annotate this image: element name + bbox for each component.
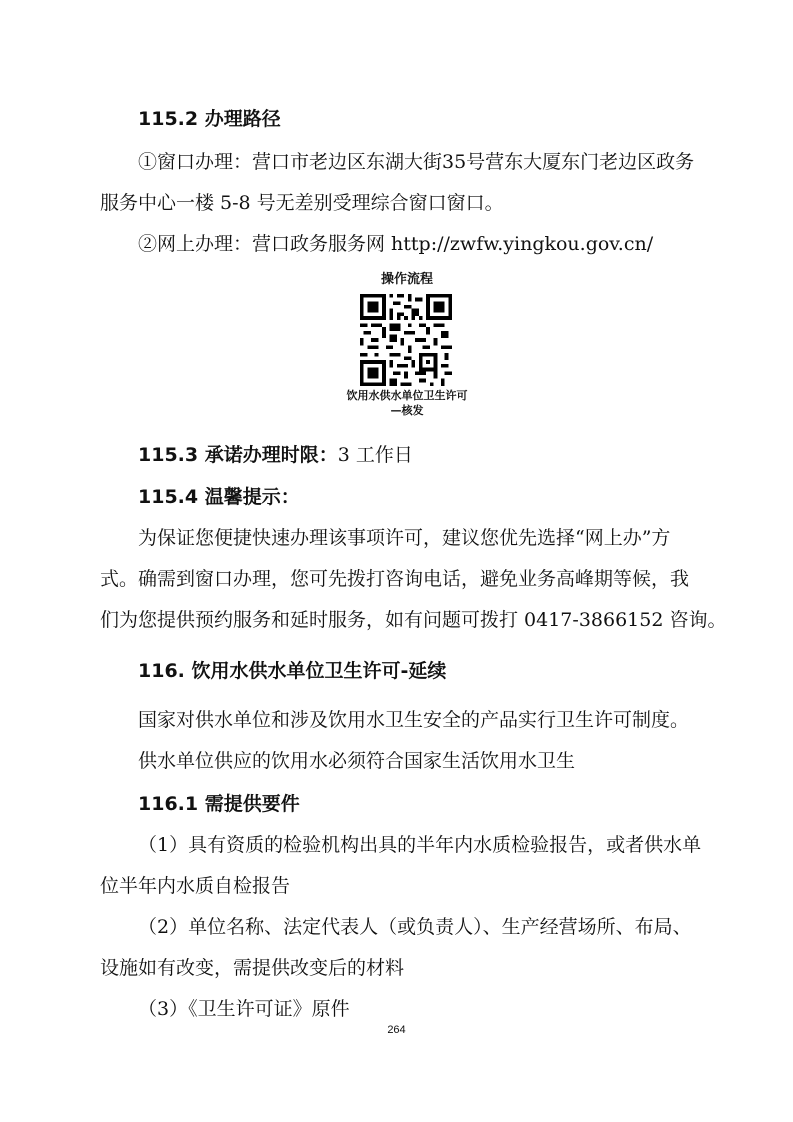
- qr-title: 操作流程: [380, 272, 433, 287]
- intro-line1: 国家对供水单位和涉及饮用水卫生安全的产品实行卫生许可制度。: [138, 709, 690, 731]
- requirement-2-line2: 设施如有改变，需提供改变后的材料: [100, 957, 405, 979]
- qr-caption-line1: 饮用水供水单位卫生许可: [346, 389, 468, 402]
- requirement-1-line1: （1）具有资质的检验机构出具的半年内水质检验报告，或者供水单: [138, 834, 702, 856]
- online-handling-line: ②网上办理：营口政务服务网 http://zwfw.yingkou.gov.cn/: [138, 233, 654, 255]
- heading-116: 116. 饮用水供水单位卫生许可-延续: [138, 660, 447, 682]
- intro-line2: 供水单位供应的饮用水必须符合国家生活饮用水卫生: [138, 750, 576, 772]
- qr-code: [360, 294, 452, 386]
- qr-caption-line2: —核发: [390, 404, 424, 417]
- heading-115-2: 115.2 办理路径: [138, 108, 281, 130]
- requirement-3: （3）《卫生许可证》原件: [138, 998, 350, 1020]
- tip-line1: 为保证您便捷快速办理该事项许可，建议您优先选择“网上办”方: [138, 527, 671, 549]
- requirement-1-line2: 位半年内水质自检报告: [100, 875, 291, 897]
- heading-115-3-label: 115.3 承诺办理时限：: [138, 444, 338, 466]
- tip-line3: 们为您提供预约服务和延时服务，如有问题可拨打 0417-3866152 咨询。: [100, 609, 727, 631]
- window-handling-line2: 服务中心一楼 5-8 号无差别受理综合窗口窗口。: [100, 192, 504, 214]
- time-limit-value: 3 工作日: [337, 444, 413, 466]
- heading-115-3: [138, 442, 413, 468]
- window-handling-line1: ①窗口办理：营口市老边区东湖大街35号营东大厦东门老边区政务: [138, 151, 695, 173]
- heading-115-4: 115.4 温馨提示：: [138, 486, 300, 508]
- requirement-2-line1: （2）单位名称、法定代表人（或负责人）、生产经营场所、布局、: [138, 916, 692, 938]
- page-number: 264: [387, 1024, 406, 1036]
- heading-116-1: 116.1 需提供要件: [138, 793, 300, 815]
- tip-line2: 式。确需到窗口办理，您可先拨打咨询电话，避免业务高峰期等候，我: [100, 568, 690, 590]
- qr-caption: [320, 388, 494, 418]
